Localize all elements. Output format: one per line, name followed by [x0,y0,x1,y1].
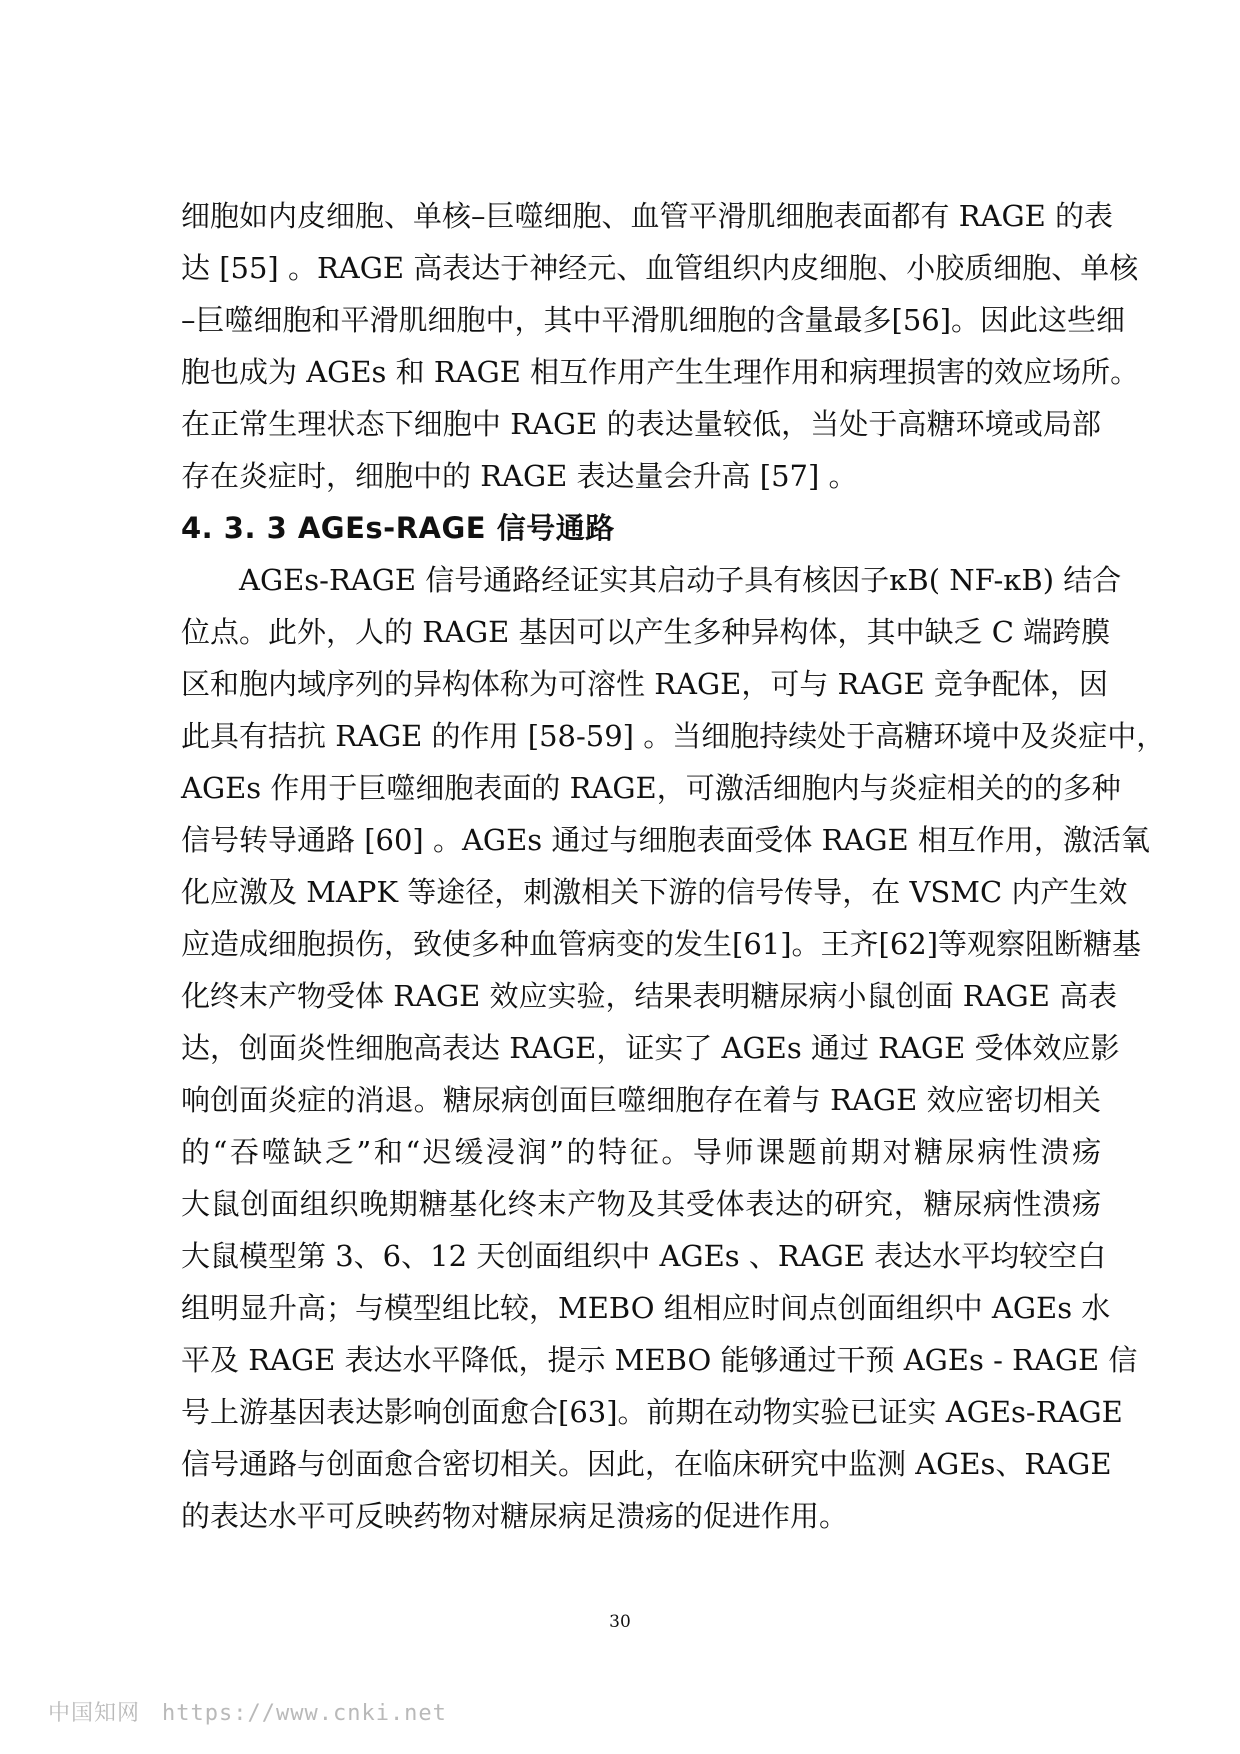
text-line: 化终末产物受体 RAGE 效应实验，结果表明糖尿病小鼠创面 RAGE 高表 [181,979,1118,1013]
text-line: AGEs 作用于巨噬细胞表面的 RAGE，可激活细胞内与炎症相关的的多种 [181,771,1121,805]
cnki-watermark [48,1696,447,1727]
text-line: 区和胞内域序列的异构体称为可溶性 RAGE，可与 RAGE 竞争配体，因 [181,667,1108,701]
text-line: 响创面炎症的消退。糖尿病创面巨噬细胞存在着与 RAGE 效应密切相关 [181,1083,1101,1117]
text-line: 达，创面炎性细胞高表达 RAGE，证实了 AGEs 通过 RAGE 受体效应影 [181,1031,1120,1065]
text-line: 存在炎症时，细胞中的 RAGE 表达量会升高 [57] 。 [181,459,858,493]
text-line: –巨噬细胞和平滑肌细胞中，其中平滑肌细胞的含量最多[56]。因此这些细 [181,303,1126,337]
text-line: 细胞如内皮细胞、单核–巨噬细胞、血管平滑肌细胞表面都有 RAGE 的表 [181,199,1114,233]
text-line: 化应激及 MAPK 等途径，刺激相关下游的信号传导，在 VSMC 内产生效 [181,875,1128,909]
body-text [181,190,1166,1542]
section-heading: 4. 3. 3 AGEs-RAGE 信号通路 [181,511,615,545]
text-line: 号上游基因表达影响创面愈合[63]。前期在动物实验已证实 AGEs-RAGE [181,1395,1123,1429]
text-line: 达 [55] 。RAGE 高表达于神经元、血管组织内皮细胞、小胶质细胞、单核 [181,251,1139,285]
watermark-url: https://www.cnki.net [162,1701,447,1726]
text-line: 信号转导通路 [60] 。AGEs 通过与细胞表面受体 RAGE 相互作用，激活氧 [181,823,1150,857]
watermark-logo-text: 中国知网 [48,1701,141,1726]
text-line: 在正常生理状态下细胞中 RAGE 的表达量较低，当处于高糖环境或局部 [181,407,1101,441]
text-line: 胞也成为 AGEs 和 RAGE 相互作用产生生理作用和病理损害的效应场所。 [181,355,1140,389]
text-line: 的“吞噬缺乏”和“迟缓浸润”的特征。导师课题前期对糖尿病性溃疡 [181,1135,1101,1169]
page-number: 30 [609,1612,631,1632]
text-line: AGEs-RAGE 信号通路经证实其启动子具有核因子κB( NF-κB) 结合 [239,563,1122,597]
text-line: 位点。此外，人的 RAGE 基因可以产生多种异构体，其中缺乏 C 端跨膜 [181,615,1111,649]
text-line: 组明显升高；与模型组比较，MEBO 组相应时间点创面组织中 AGEs 水 [181,1291,1111,1325]
text-line: 平及 RAGE 表达水平降低，提示 MEBO 能够通过干预 AGEs - RAGE 信 [181,1343,1138,1377]
text-line: 大鼠模型第 3、6、12 天创面组织中 AGEs 、RAGE 表达水平均较空白 [181,1239,1107,1273]
text-line: 应造成细胞损伤，致使多种血管病变的发生[61]。王齐[62]等观察阻断糖基 [181,927,1142,961]
text-line: 的表达水平可反映药物对糖尿病足溃疡的促进作用。 [181,1499,849,1533]
text-line: 大鼠创面组织晚期糖基化终末产物及其受体表达的研究，糖尿病性溃疡 [181,1187,1101,1221]
text-line: 信号通路与创面愈合密切相关。因此，在临床研究中监测 AGEs、RAGE [181,1447,1112,1481]
text-line: 此具有拮抗 RAGE 的作用 [58-59] 。当细胞持续处于高糖环境中及炎症中， [181,719,1166,753]
